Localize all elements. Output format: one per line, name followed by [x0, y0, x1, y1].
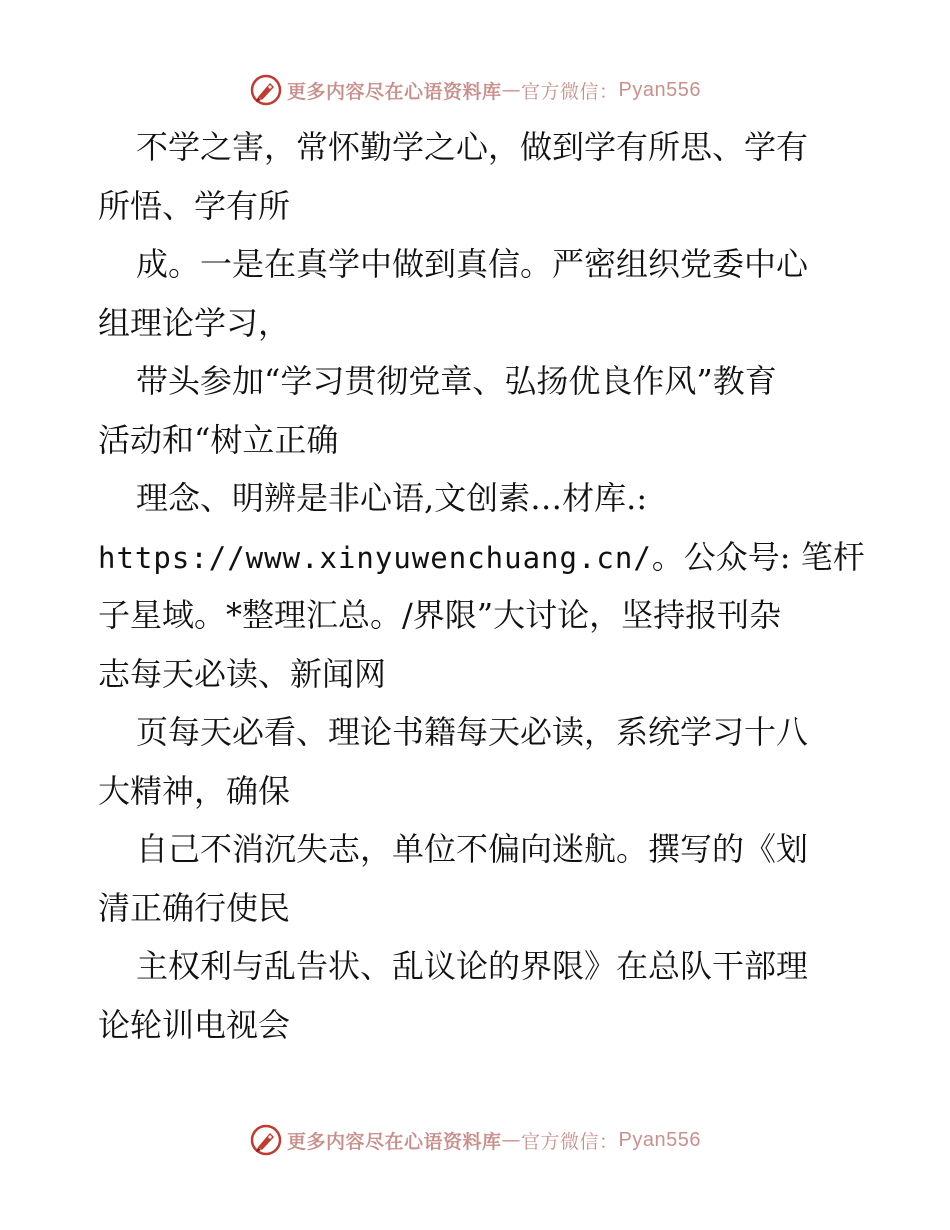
pen-nib-logo-icon	[249, 73, 283, 107]
body-line: 大精神，确保	[98, 771, 291, 810]
header-watermark	[0, 70, 950, 110]
body-line: 论轮训电视会	[98, 1005, 291, 1044]
document-body	[98, 118, 865, 1054]
footer-watermark	[0, 1120, 950, 1160]
body-line: 自己不消沉失志，单位不偏向迷航。撰写的《划	[136, 830, 809, 868]
watermark-wechat-label: 官方微信：	[521, 80, 619, 103]
body-line: 页每天必看、理论书籍每天必读，系统学习十八	[136, 713, 809, 751]
body-line: 所悟、学有所	[98, 186, 291, 225]
body-line: 不学之害，常怀勤学之心，做到学有所思、学有	[136, 128, 809, 166]
watermark-main-text: 更多内容尽在心语资料库	[287, 80, 502, 103]
body-line: 理念、明辨是非心语,文创素…材库.:	[136, 479, 648, 517]
watermark-main-text: 更多内容尽在心语资料库	[287, 1130, 502, 1153]
watermark-separator: —	[501, 79, 522, 101]
body-line: 志每天必读、新闻网	[98, 654, 387, 693]
body-line: 子星域。*整理汇总。/界限”大讨论，坚持报刊杂	[98, 596, 782, 634]
body-line: 成。一是在真学中做到真信。严密组织党委中心	[136, 245, 809, 283]
watermark-separator: —	[501, 1129, 522, 1151]
website-url: https://www.xinyuwenchuang.cn/	[98, 540, 652, 575]
body-line: 活动和“树立正确	[98, 420, 339, 459]
body-line: 组理论学习，	[98, 303, 291, 342]
body-line	[98, 528, 865, 587]
watermark-wechat-id: Pyan556	[618, 1128, 701, 1151]
body-line: 清正确行使民	[98, 888, 291, 927]
pen-nib-logo-icon	[249, 1123, 283, 1157]
body-line-text: 。公众号: 笔杆	[651, 537, 865, 576]
watermark-wechat-id: Pyan556	[618, 78, 701, 101]
watermark-wechat-label: 官方微信：	[521, 1130, 619, 1153]
body-line: 主权利与乱告状、乱议论的界限》在总队干部理	[136, 947, 809, 985]
body-line: 带头参加“学习贯彻党章、弘扬优良作风”教育	[136, 362, 777, 400]
